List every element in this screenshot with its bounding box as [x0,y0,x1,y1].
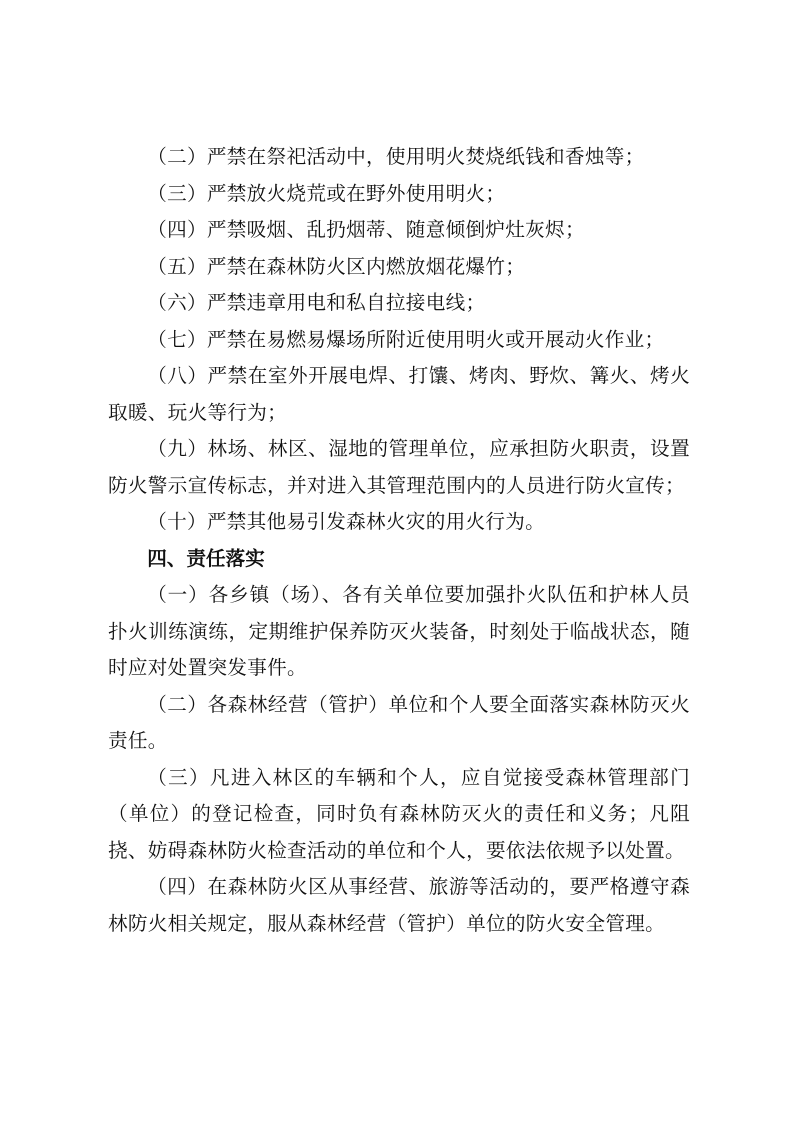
item-5-paragraph: （五）严禁在森林防火区内燃放烟花爆竹； [147,254,526,278]
section-heading: 四、责任落实 [147,546,265,570]
item-10-paragraph: （十）严禁其他易引发森林火灾的用火行为。 [147,510,546,533]
item-9-paragraph: （九）林场、林区、湿地的管理单位，应承担防火职责，设置防火警示宣传标志，并对进入其管理范围内的人员进行防火宣传； [108,437,690,497]
responsibility-item-2-paragraph: （二）各森林经营（管护）单位和个人要全面落实森林防灭火责任。 [108,692,690,752]
document-body [108,139,690,942]
responsibility-item-4-paragraph: （四）在森林防火区从事经营、旅游等活动的，要严格遵守森林防火相关规定，服从森林经营（管护）单位的防火安全管理。 [108,875,690,935]
item-3-paragraph: （三）严禁放火烧荒或在野外使用明火； [147,181,506,205]
item-6-paragraph: （六）严禁违章用电和私自拉接电线； [147,291,486,314]
responsibility-item-1-paragraph: （一）各乡镇（场）、各有关单位要加强扑火队伍和护林人员扑火训练演练，定期维护保养防灭火装备，时刻处于临战状态，随时应对处置突发事件。 [108,583,690,679]
item-8-paragraph: （八）严禁在室外开展电焊、打馕、烤肉、野炊、篝火、烤火取暖、玩火等行为； [108,364,690,424]
item-2-paragraph: （二）严禁在祭祀活动中，使用明火焚烧纸钱和香烛等； [147,145,645,168]
item-4-paragraph: （四）严禁吸烟、乱扔烟蒂、随意倾倒炉灶灰烬； [147,218,585,241]
item-7-paragraph: （七）严禁在易燃易爆场所附近使用明火或开展动火作业； [147,327,665,351]
responsibility-item-3-paragraph: （三）凡进入林区的车辆和个人，应自觉接受森林管理部门（单位）的登记检查，同时负有森林防灭火的责任和义务；凡阻挠、妨碍森林防火检查活动的单位和个人，要依法依规予以处置。 [108,765,690,862]
